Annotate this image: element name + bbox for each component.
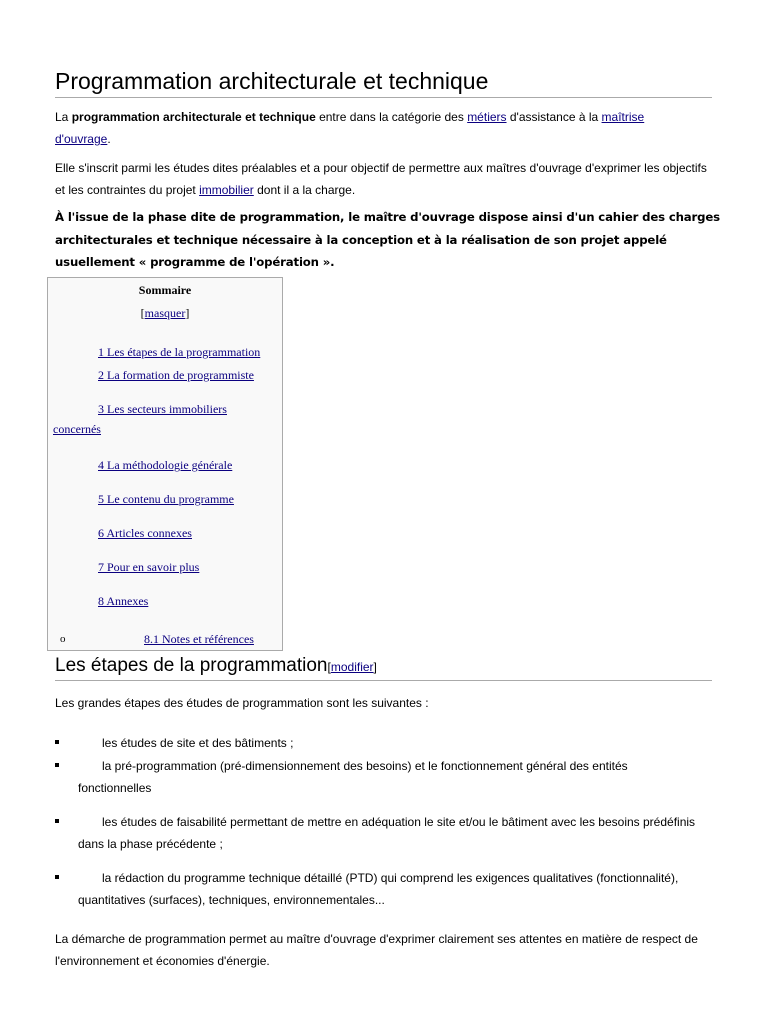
link-maitrise-line2[interactable]: d'ouvrage <box>55 132 108 146</box>
bullet-square-icon <box>55 763 59 767</box>
toc-entry-1[interactable]: 1 Les étapes de la programmation <box>98 345 261 359</box>
intro-paragraph-2 <box>55 157 715 201</box>
toc-hide-link[interactable]: masquer <box>144 306 186 320</box>
toc-entry-3-continued[interactable]: concernés <box>53 422 101 436</box>
intro-p1-bold: programmation architecturale et technique <box>71 110 316 124</box>
toc-entry-3[interactable]: 3 Les secteurs immobiliers <box>98 402 227 416</box>
toc-entry-5[interactable]: 5 Le contenu du programme <box>98 492 234 506</box>
toc-toggle-close: ] <box>185 306 190 320</box>
list-item-text: les études de faisabilité permettant de mettre en adéquation le site et/ou le bâtiment avec les besoins prédéfinis <box>102 815 696 829</box>
intro-p2-part1: Elle s'inscrit parmi les études dites préalables et a pour objectif de permettre aux maîtres d'ouvrage d'exprimer les objectifs et les contraintes du projet <box>55 161 707 197</box>
edit-section <box>328 660 377 674</box>
edit-section-link[interactable]: modifier <box>330 660 374 674</box>
intro-p1-mid2: d'assistance à la <box>506 110 602 124</box>
list-item-text-continued: fonctionnelles <box>78 781 152 795</box>
section-heading-etapes <box>55 654 712 681</box>
section-lead: Les grandes étapes des études de programmation sont les suivantes : <box>55 696 429 710</box>
link-immobilier[interactable]: immobilier <box>199 183 254 197</box>
toc-entry-4[interactable]: 4 La méthodologie générale <box>98 458 233 472</box>
list-item-text-continued: quantitatives (surfaces), techniques, environnementales... <box>78 893 385 907</box>
intro-paragraph-1 <box>55 106 715 150</box>
toc-toggle-open: [ <box>140 306 145 320</box>
toc-entry-7[interactable]: 7 Pour en savoir plus <box>98 560 200 574</box>
toc-sub-bullet: o <box>60 633 66 645</box>
link-maitrise-line1[interactable]: maîtrise <box>601 110 645 124</box>
toc-entry-6[interactable]: 6 Articles connexes <box>98 526 192 540</box>
list-item-text: la pré-programmation (pré-dimensionnement des besoins) et le fonctionnement général des entités <box>102 759 628 773</box>
edit-close-bracket: ] <box>373 660 377 674</box>
table-of-contents <box>47 277 283 651</box>
edit-open-bracket: [ <box>327 660 331 674</box>
bullet-square-icon <box>55 875 59 879</box>
link-metiers[interactable]: métiers <box>467 110 507 124</box>
bullet-square-icon <box>55 819 59 823</box>
page-title: Programmation architecturale et technique <box>55 66 712 98</box>
toc-entry-8-1[interactable]: 8.1 Notes et références <box>144 632 254 646</box>
intro-p1-end: . <box>107 132 111 146</box>
intro-p2-part2: dont il a la charge. <box>253 183 356 197</box>
intro-paragraph-3: À l'issue de la phase dite de programmation, le maître d'ouvrage dispose ainsi d'un cahier des charges architecturales et technique nécessaire à la conception et à la réalisation de son projet appelé usuellement « programme de l'opération ». <box>55 210 720 269</box>
section-closing-paragraph: La démarche de programmation permet au maître d'ouvrage d'exprimer clairement ses attentes en matière de respect de l'environnement et économies d'énergie. <box>55 932 698 968</box>
intro-p1-prefix: La <box>55 110 72 124</box>
toc-entry-8[interactable]: 8 Annexes <box>98 594 149 608</box>
list-item-text: les études de site et des bâtiments ; <box>102 736 294 750</box>
toc-toggle <box>48 306 282 321</box>
list-item-text-continued: dans la phase précédente ; <box>78 837 223 851</box>
toc-entry-2[interactable]: 2 La formation de programmiste <box>98 368 254 382</box>
toc-title: Sommaire <box>138 283 192 297</box>
intro-p1-mid: entre dans la catégorie des <box>315 110 468 124</box>
section-heading-text: Les étapes de la programmation <box>55 655 328 676</box>
list-item-text: la rédaction du programme technique détaillé (PTD) qui comprend les exigences qualitatives (fonctionnalité), <box>102 871 679 885</box>
bullet-square-icon <box>55 740 59 744</box>
